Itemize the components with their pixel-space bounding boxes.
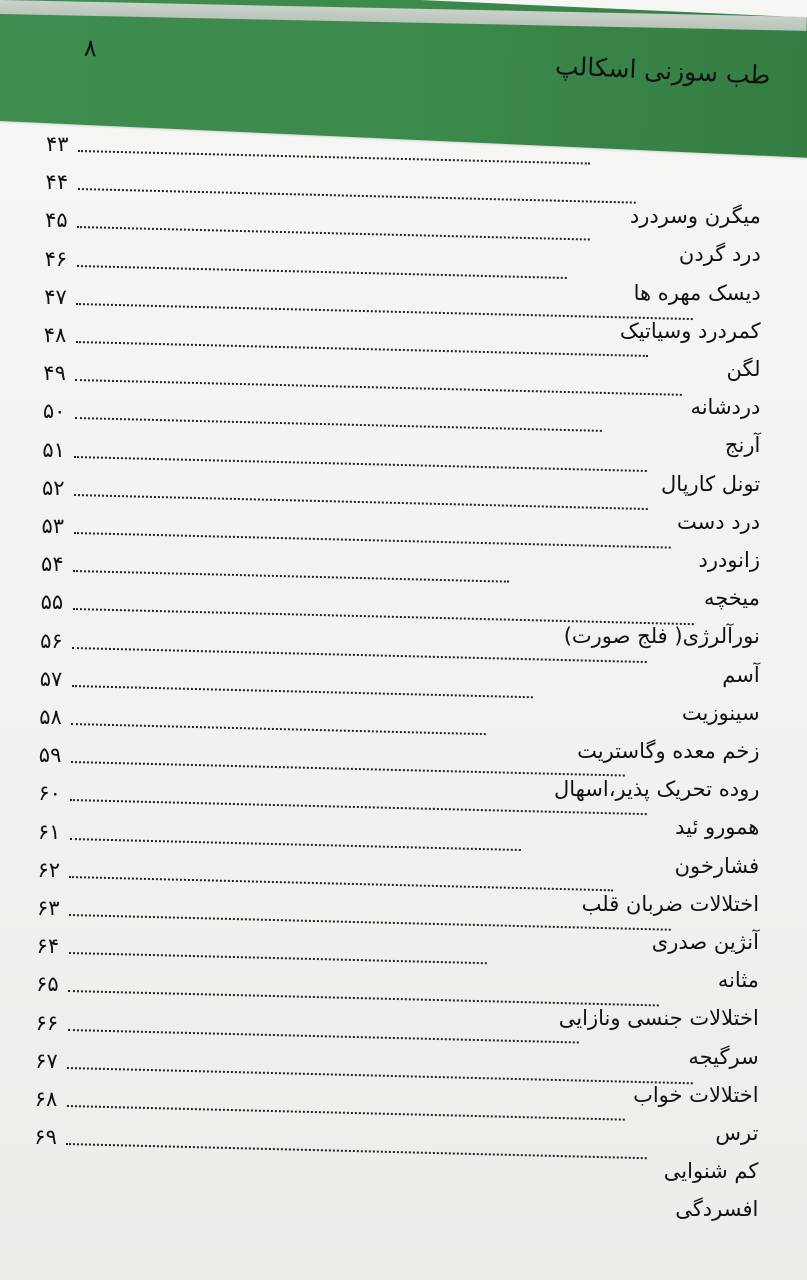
toc-page-number: ۴۵ xyxy=(45,208,68,233)
toc-dot-leader xyxy=(67,1067,693,1084)
toc-chapter-title: اختلالات خواب xyxy=(633,1082,759,1107)
toc-page-number: ۵۵ xyxy=(40,590,64,615)
toc-dot-leader xyxy=(69,876,612,891)
toc-dot-leader xyxy=(72,647,647,663)
toc-chapter-title: زخم معده وگاستریت xyxy=(577,739,760,763)
toc-dot-leader xyxy=(70,838,521,851)
toc-chapter-title: سینوزیت xyxy=(681,700,760,725)
toc-dot-leader xyxy=(71,723,486,735)
toc-page-number: ۶۹ xyxy=(34,1125,57,1150)
toc-chapter-title: زانودرد xyxy=(698,548,760,572)
toc-chapter-title: فشارخون xyxy=(674,853,760,878)
toc-dot-leader xyxy=(69,914,670,931)
toc-dot-leader xyxy=(71,761,625,777)
toc-dot-leader xyxy=(72,685,533,698)
toc-page-number: ۵۹ xyxy=(38,743,62,768)
toc-chapter-title: اختلالات جنسی ونازایی xyxy=(558,1006,759,1031)
toc-page-number: ۴۴ xyxy=(45,170,69,195)
toc-chapter-title: میخچه xyxy=(703,586,760,611)
toc-page-number: ۴۹ xyxy=(43,361,66,386)
toc-page-number: ۶۵ xyxy=(36,972,59,997)
toc-page-number: ۵۱ xyxy=(42,437,65,462)
toc-chapter-title: دردشانه xyxy=(690,395,761,420)
toc-chapter-title: میگرن وسردرد xyxy=(629,204,761,229)
toc-dot-leader xyxy=(74,494,647,510)
toc-dot-leader xyxy=(76,303,693,320)
toc-chapter-title: درد گردن xyxy=(678,242,761,267)
toc-dot-leader xyxy=(75,417,602,432)
toc-chapter-title: آرنج xyxy=(724,433,761,458)
toc-page-number: ۵۲ xyxy=(41,475,65,500)
page-number: ۸ xyxy=(83,33,98,63)
toc-chapter-title: کم شنوایی xyxy=(663,1159,759,1184)
toc-page-number: ۵۶ xyxy=(40,628,63,653)
toc-chapter-title: کمردرد وسیاتیک xyxy=(619,318,761,343)
toc-chapter-title: سرگیجه xyxy=(688,1044,759,1069)
toc-chapter-title: آنژین صدری xyxy=(651,930,759,954)
toc-entry xyxy=(0,132,807,180)
toc-page-number: ۴۸ xyxy=(43,323,67,347)
toc-dot-leader xyxy=(77,188,635,204)
toc-dot-leader xyxy=(66,1143,647,1159)
toc-entry xyxy=(0,1171,807,1222)
toc-dot-leader xyxy=(68,952,486,964)
toc-page-number: ۶۰ xyxy=(38,781,61,806)
toc-dot-leader xyxy=(73,608,694,625)
toc-dot-leader xyxy=(77,226,590,241)
toc-dot-leader xyxy=(76,341,648,357)
toc-page-number: ۵۳ xyxy=(41,514,65,538)
toc-page-number: ۶۱ xyxy=(37,819,61,844)
toc-page-number: ۶۲ xyxy=(37,857,60,882)
toc-dot-leader xyxy=(68,1029,579,1043)
toc-page-number: ۴۶ xyxy=(44,246,68,271)
toc-dot-leader xyxy=(77,265,567,279)
toc-dot-leader xyxy=(73,532,670,549)
toc-dot-leader xyxy=(75,379,682,396)
toc-chapter-title: تونل کارپال xyxy=(661,471,761,496)
toc-dot-leader xyxy=(78,150,590,165)
toc-dot-leader xyxy=(70,799,647,815)
toc-entry xyxy=(0,1125,807,1184)
toc-dot-leader xyxy=(67,1105,625,1121)
toc-chapter-title: اختلالات ضربان قلب xyxy=(581,891,760,916)
toc-page-number: ۵۰ xyxy=(42,399,66,424)
toc-page-number: ۵۷ xyxy=(39,666,63,691)
toc-chapter-title: نورآلرژی( فلج صورت) xyxy=(563,624,760,649)
toc-page-number: ۵۸ xyxy=(39,705,62,729)
toc-page-number: ۴۳ xyxy=(46,132,69,156)
toc-page-number: ۴۷ xyxy=(44,284,67,309)
toc-chapter-title: مثانه xyxy=(717,968,759,993)
toc-dot-leader xyxy=(74,456,647,472)
toc-page-number: ۶۸ xyxy=(34,1087,58,1111)
toc-chapter-title: دیسک مهره ها xyxy=(633,280,761,305)
toc-chapter-title: آسم xyxy=(722,662,760,687)
toc-chapter-title: درد دست xyxy=(677,509,761,534)
book-title: طب سوزنی اسکالپ xyxy=(554,51,772,90)
toc-chapter-title: ترس xyxy=(715,1121,759,1145)
toc-page-number: ۶۷ xyxy=(35,1048,58,1073)
toc-chapter-title: همورو ئید xyxy=(675,815,760,840)
toc-page-number: ۵۴ xyxy=(41,552,64,577)
toc-chapter-title: لگن xyxy=(726,357,761,381)
toc-chapter-title: روده تحریک پذیر،اسهال xyxy=(553,777,760,802)
toc-dot-leader xyxy=(68,990,659,1006)
toc-page-number: ۶۳ xyxy=(37,896,60,920)
toc-page-number: ۶۴ xyxy=(36,934,60,959)
toc-dot-leader xyxy=(73,570,509,583)
toc-page-number: ۶۶ xyxy=(35,1010,59,1035)
toc-chapter-title: افسردگی xyxy=(675,1197,759,1222)
